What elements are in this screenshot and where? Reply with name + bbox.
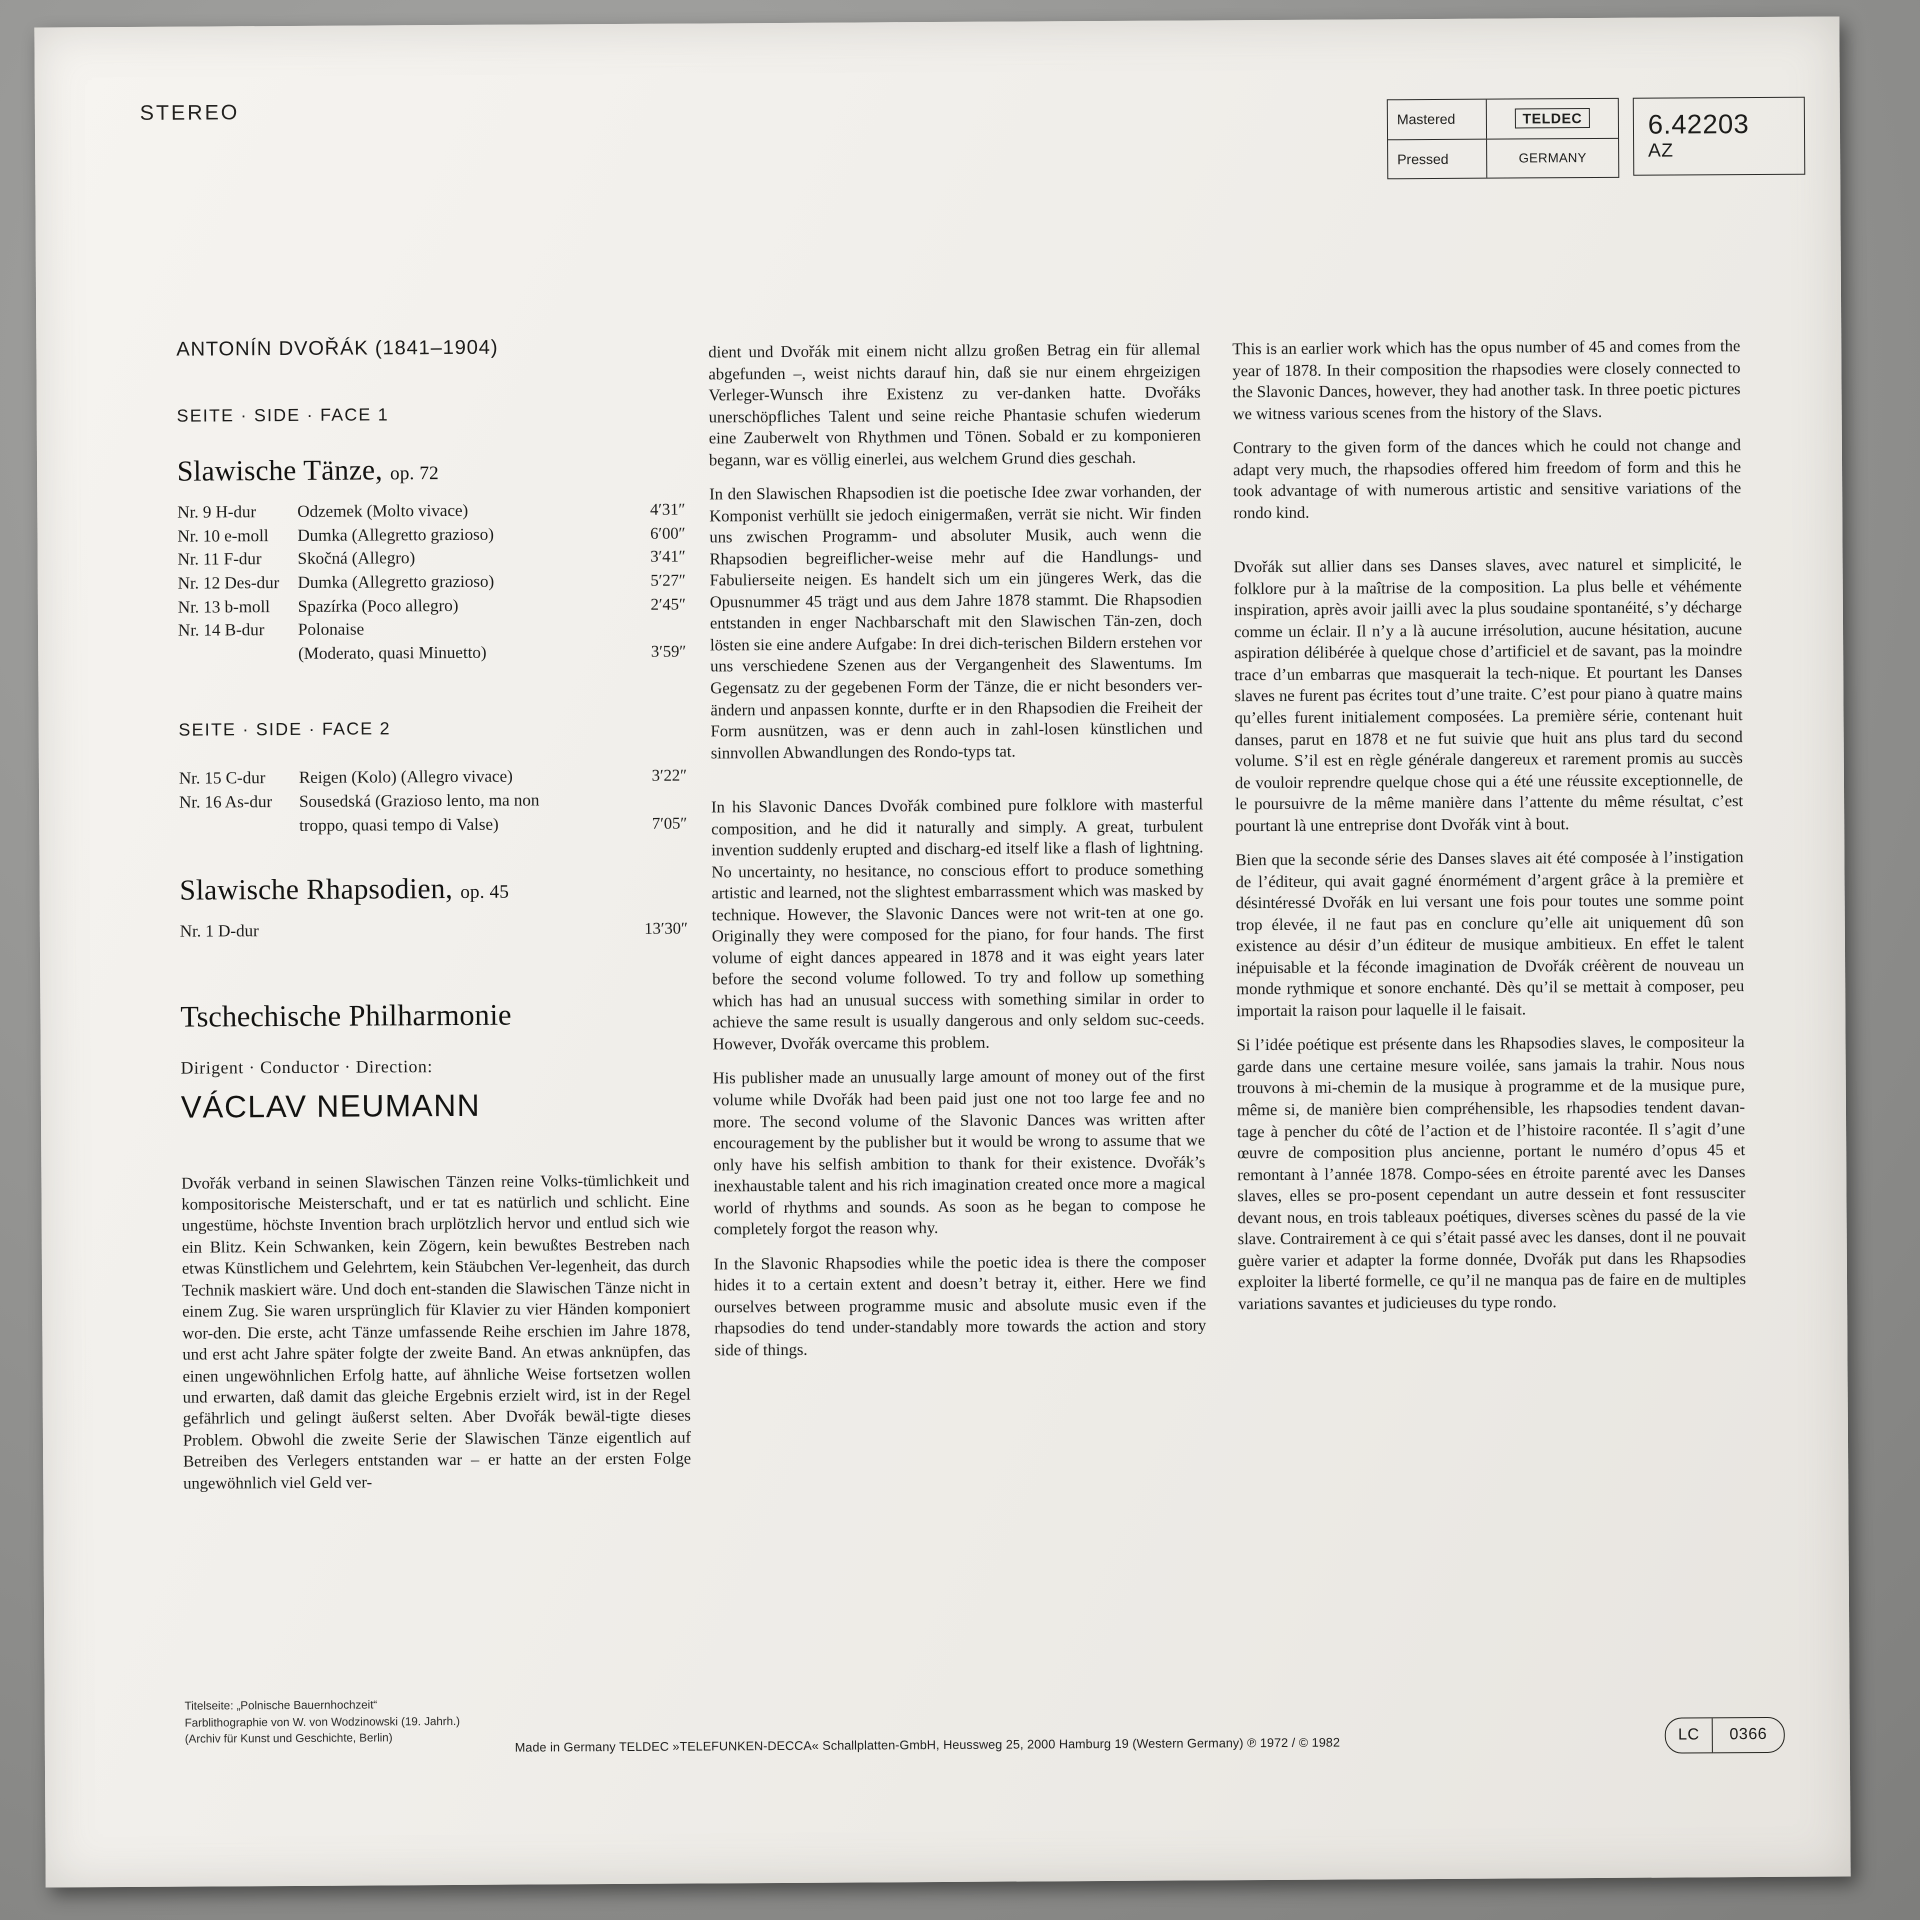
pressing-info-box	[1387, 98, 1619, 179]
track-number: Nr. 9 H-dur	[177, 502, 257, 522]
table-row	[177, 498, 685, 525]
catalogue-suffix: AZ	[1648, 140, 1674, 162]
column-notes-german-english	[708, 338, 1206, 1360]
track-title: Sousedská (Grazioso lento, ma non	[299, 790, 540, 811]
work2-opus: op. 45	[460, 881, 510, 903]
publisher-legal-line: Made in Germany TELDEC »TELEFUNKEN-DECCA« Schallplatten-GmbH, Heussweg 25, 2000 Hamburg 19 (Western Germany) ℗ 1972 / © 1982	[514, 1735, 1341, 1755]
spacer	[179, 835, 687, 872]
track-title: Spazírka (Poco allegro)	[297, 595, 459, 616]
track-number: Nr. 15 C-dur	[178, 768, 266, 789]
track-number: Nr. 11 F-dur	[177, 549, 262, 570]
paragraph: Contrary to the given form of the dances which he could not change and adapt very much, the rhapsodies offered him freedom of form and this he took advantage of with numerous artistic and sensitive variations of the rondo kind.	[1232, 435, 1742, 522]
track-title: troppo, quasi tempo di Valse)	[299, 814, 499, 835]
track-number: Nr. 14 B-dur	[177, 620, 265, 640]
liner-notes-german-part1	[181, 1169, 691, 1494]
track-duration: 2′45″	[650, 594, 686, 614]
pressed-value: GERMANY	[1486, 138, 1618, 177]
track-number: Nr. 1 D-dur	[179, 921, 259, 941]
pressed-row	[1388, 137, 1618, 178]
track-title: Skočná (Allegro)	[297, 548, 416, 569]
table-row	[178, 546, 686, 573]
work2-title-text: Slawische Rhapsodien,	[179, 872, 453, 907]
table-row	[178, 640, 686, 667]
track-duration: 13′30″	[644, 918, 688, 938]
paragraph: His publisher made an unusually large amount of money out of the first volume while Dvořák had been paid just one not too large fee and no more. The second volume of the Slavonic Dances was written after encouragement by the publisher but it would be wrong to assume that we only have his selfish ambition to thank for their existence. Dvořák’s inexhaustable talent and his rich imagination created once more a magical world of rhythms and sounds. As soon as he began to compose he completely forgot the reason why.	[712, 1065, 1206, 1239]
column-tracklisting	[176, 334, 691, 1494]
album-sleeve-back-cover	[34, 17, 1850, 1888]
table-row	[179, 764, 687, 791]
mastered-label: Mastered	[1396, 111, 1456, 128]
table-row	[179, 788, 687, 815]
composer-heading: ANTONÍN DVOŘÁK (1841–1904)	[176, 336, 499, 361]
track-number	[179, 814, 299, 838]
work1-title-text: Slawische Tänze,	[176, 454, 383, 488]
table-row	[179, 812, 687, 839]
track-number	[178, 642, 298, 666]
track-number: Nr. 10 e-moll	[177, 525, 269, 546]
table-row	[178, 593, 686, 620]
paragraph: dient und Dvořák mit einem nicht allzu großen Betrag ein für allemal abgefunden –, weist nichts darauf hin, daß sie nur einem ehrgeizigen Verleger-Wunsch ihre Existenz zu ver-danken hatte. Dvořáks unerschöpfliches Talent und seine reiche Phantasie schufen wiederum eine Zauberwelt von Rhythmen und Tönen. Sobald er zu komponieren begann, war es völlig einerlei, aus welchem Grund dies geschah.	[708, 339, 1201, 470]
track-number: Nr. 13 b-moll	[177, 596, 271, 617]
pressed-label: Pressed	[1397, 150, 1449, 167]
track-title: Polonaise	[297, 619, 365, 640]
credit-line-1: Titelseite: „Polnische Bauernhochzeit“	[184, 1699, 378, 1713]
paragraph: In den Slawischen Rhapsodien ist die poetische Idee zwar vorhanden, der Komponist verhüllt sie jedoch einigermaßen, verrät sie nicht. Wir finden uns zwischen Programm- und absoluter Musik, auch wenn die Rhapsodien begreiflicher-weise mehr auf die Handlungs- und Fabulierseite neigen. Es handelt sich um ein jüngeres Werk, das die Opusnummer 45 trägt und aus dem Jahre 1878 stammt. Die Rhapsodien entstanden in enger Nachbarschaft mit den Slawischen Tän-zen, doch lösten sie eine andere Aufgabe: In drei dich-terischen Bildern erstehen vor uns verschiedene Szenen aus der Vergangenheit des Slawentums. Im Gegensatz zu der gegebenen Form der Tänze, die er nicht besonders ver-ändern und anpassen konnte, durfte er in den Rhapsodien die Freiheit der Form ausnützen, was er denn auch in zahl-losen künstlichen und sinnvollen Abwandlungen des Rondo-typs tat.	[709, 481, 1203, 762]
work1-opus: op. 72	[390, 462, 439, 485]
paragraph: Bien que la seconde série des Danses slaves ait été composée à l’instigation de l’éditeur, qui avait gagné énormément d’argent grâce à la première et désintéressé Dvořák en lui versant une fois pour toutes une somme point trop élevée, il ne faut pas en conclure qu’elle ait uniquement dû son existence au désir d’un éditeur de musique ambitieux. En effet le talent inépuisable et la féconde imagination de Dvořák créèrent de nouveau un monde rythmique et sonore enchanté. Dès qu’il se mettait à composer, peu importait la raison pour laquelle il le faisait.	[1235, 847, 1745, 1021]
paragraph: Si l’idée poétique est présente dans les Rhapsodies slaves, le compositeur la garde dans une certaine mesure voilée, sans jamais la trahir. Nous nous trouvons à mi-chemin de la musique à programme et de la musique pure, même si, de manière bien compréhensible, les rhapsodies tendent davan-tage à pencher du côté de l’action et de l’histoire racontée. Il s’agit d’une œuvre de composition plus ancienne, portant le numéro d’opus 45 et remontant à l’année 1878. Compo-sées en étroite parenté avec les Danses slaves, elles se pro-posent cependant un autre dessein et font ressusciter devant nous, en trois tableaux poétiques, diverses scènes du passé de la vie slave. Contrairement à ce qui s’était passé avec les danses, dont il ne pouvait guère varier et adapter la forme donnée, Dvořák put dans les Rhapsodies exploiter la liberté formelle, ce qu’il ne manqua pas de faire en de multiples variations savantes et judicieuses du type rondo.	[1236, 1032, 1747, 1313]
table-row	[178, 616, 686, 643]
orchestra-name: Tschechische Philharmonie	[180, 998, 512, 1034]
track-title: Dumka (Allegretto grazioso)	[297, 571, 495, 593]
table-row	[178, 569, 686, 596]
column-notes-english-french	[1232, 335, 1746, 1314]
track-title: Dumka (Allegretto grazioso)	[297, 524, 494, 545]
side1-track-table	[177, 498, 686, 666]
teldec-logo: TELDEC	[1515, 108, 1591, 128]
stereo-label: STEREO	[139, 101, 240, 125]
track-title: Odzemek (Molto vivace)	[297, 501, 469, 522]
conductor-name: VÁCLAV NEUMANN	[180, 1087, 481, 1125]
track-number: Nr. 12 Des-dur	[177, 573, 280, 593]
lc-label: LC	[1678, 1726, 1700, 1744]
track-duration: 5′27″	[650, 570, 686, 590]
paragraph: This is an earlier work which has the opus number of 45 and comes from the year of 1878. In their composition the rhapsodies were closely connected to the Slavonic Dances, however, they had another task. In three poetic pictures we witness various scenes from the history of the Slavs.	[1232, 336, 1741, 423]
catalogue-number-box	[1633, 97, 1805, 176]
paragraph: Dvořák sut allier dans ses Danses slaves, avec naturel et simplicité, le folklore pur à la maîtrise de la composition. La plus belle et véhémente inspiration, après avoir jailli avec la plus soudaine spontanéité, s’y décharge comme un éclair. Il n’y a là aucune irrésolution, aucune hésitation, aucune aspiration délibérée à quelque chose d’artificiel et de savant, pas la moindre trace d’un embarras que masquerait la tech-nique. Et pourtant les Danses slaves ne furent pas écrites tout d’une traite. C’est pour piano à quatre mains qu’elles furent initialement composées. La première série, contenant huit danses, parut en 1878 et ne fut suivie que huit ans plus tard du second volume. S’il est en règle générale dangereux et rarement promis au succès de vouloir reprendre quelque chose qui a été une réussite exceptionnelle, de le poursuivre de la même manière dans l’attente du même résultat, c’est pourtant là une entreprise dont Dvořák vint à bout.	[1233, 554, 1744, 835]
catalogue-number: 6.42203	[1647, 108, 1750, 140]
credit-line-3: (Archiv für Kunst und Geschichte, Berlin)	[184, 1732, 393, 1746]
paragraph: Dvořák verband in seinen Slawischen Tänzen reine Volks-tümlichkeit und kompositorische Meisterschaft, und er tat es natürlich und schlicht. Eine ungestüme, höchste Invention brach urplötzlich hervor und entlud sich wie ein Blitz. Kein Schwanken, kein Zögern, kein bewußtes Bestreben nach etwas Künstlichem und Gelehrtem, kein Stäubchen Ver-legenheit, das durch Technik maskiert wäre. Und doch ent-standen die Slawischen Tänze nicht in einem Zug. Sie waren ursprünglich für Klavier zu vier Händen komponiert wor-den. Die erste, acht Tänze umfassende Reihe erschien im Jahre 1878, und erst acht Jahre später folgte der zweite Band. An etwas anknüpfen, das einen ungewöhnlichen Erfolg hatte, auf ähnliche Weise fortsetzen wollen und erwarten, daß damit das gleiche Ergebnis erzielt wird, ist in der Regel gefährlich und gelingt äußerst selten. Aber Dvořák bewäl-tigte dieses Problem. Obwohl die zweite Serie der Slawischen Tänze eigentlich auf Betreiben des Verlegers entstanden war – er hatte an der ersten Folge ungewöhnlich viel Geld ver-	[181, 1170, 692, 1493]
track-title	[300, 918, 600, 943]
track-title: Reigen (Kolo) (Allegro vivace)	[298, 766, 513, 788]
spacer	[178, 664, 686, 719]
track-duration: 6′00″	[650, 523, 686, 543]
work2-title	[179, 869, 687, 910]
mastered-value-cell	[1486, 99, 1618, 138]
track-duration: 3′59″	[650, 641, 687, 661]
track-duration: 7′05″	[651, 813, 688, 833]
track-duration	[599, 788, 687, 812]
conductor-label: Dirigent · Conductor · Direction:	[180, 1056, 433, 1078]
lc-number: 0366	[1712, 1718, 1784, 1752]
track-number: Nr. 16 As-dur	[179, 792, 273, 812]
track-duration: 3′41″	[650, 547, 686, 567]
work2-track-table	[180, 917, 688, 944]
table-row	[177, 522, 685, 549]
track-title: (Moderato, quasi Minuetto)	[298, 642, 487, 663]
credit-line-2: Farblithographie von W. von Wodzinowski (19. Jahrh.)	[184, 1715, 461, 1730]
side2-track-table	[179, 764, 687, 838]
work1-title	[177, 450, 685, 491]
paragraph: In his Slavonic Dances Dvořák combined pure folklore with masterful composition, and he did it naturally and simply. A great, turbulent invention suddenly erupted and discharg-ed itself like a flash of lightning. No uncertainty, no hesitance, no conscious effort to produce something artistic and learned, not the slightest embarrassment which was masked by technique. However, the Slavonic Dances were not writ-ten at one go. Originally they were composed for the piano, for four hands. The first volume of eight dances appeared in 1878 and it was eight years later before the second volume followed. To try and follow up something which has had an unusual success with something similar in order to achieve the same result is usually dangerous and only seldom suc-ceeds. However, Dvořák overcame this problem.	[711, 794, 1205, 1054]
track-duration	[598, 616, 686, 640]
table-row	[180, 917, 688, 944]
mastered-row	[1388, 99, 1618, 139]
side2-heading: SEITE · SIDE · FACE 2	[178, 718, 391, 740]
paragraph: In the Slavonic Rhapsodies while the poetic idea is there the composer hides it to a certain extent and doesn’t betray it, either. Here we find ourselves between programme music and absolute music even if the rhapsodies do tend under-standably more towards the action and story side of things.	[713, 1251, 1207, 1360]
track-duration: 4′31″	[649, 499, 686, 520]
label-code-badge	[1665, 1717, 1785, 1754]
track-duration: 3′22″	[651, 765, 687, 786]
cover-art-credit	[185, 1697, 461, 1749]
side1-heading: SEITE · SIDE · FACE 1	[176, 404, 389, 426]
